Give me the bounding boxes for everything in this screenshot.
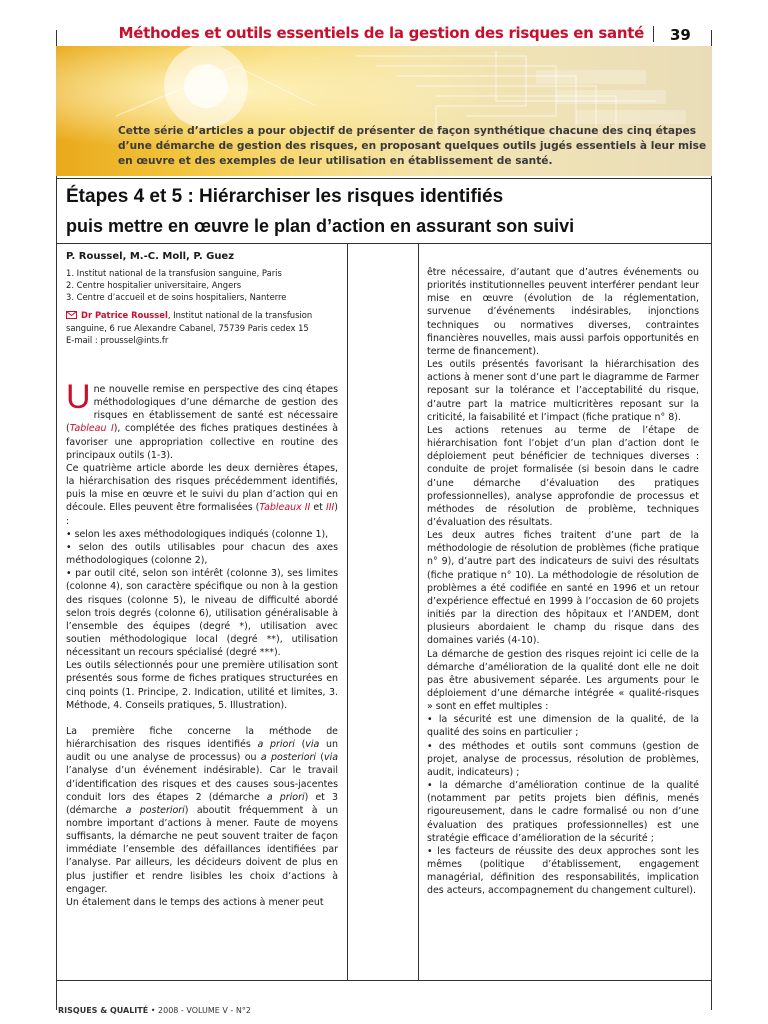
body-column-left: [66, 378, 339, 909]
text-run: Ce quatrième article aborde les deux dernières étapes, la hiérarchisation des risques précédemment identifiés, puis la mise en œuvre et le suivi du plan d’action qui en découle. Elles peuvent être formalisées (: [66, 462, 338, 514]
bullet-item: • la démarche d’amélioration continue de la qualité (notamment par petits projets bien définis, menés rigoureusement, dans le cadre formalisé ou non d’une évaluation des pratiques professionnelles) est une stratégie efficace d’amélioration de la sécurité ;: [427, 780, 699, 844]
paragraph: Les outils présentés favorisant la hiérarchisation des actions à mener sont d’une part le diagramme de Farmer reposant sur la tolérance et l’acceptabilité du risque, d’autre part la matrice multicritères reposant sur la criticité, la faisabilité et l’impact (fiche pratique n° 8).: [427, 359, 699, 423]
header-separator: [653, 26, 654, 42]
footer-rule: [56, 980, 712, 981]
article-title: Étapes 4 et 5 : Hiérarchiser les risques identifiés: [66, 186, 504, 207]
text-run: ne nouvelle remise en perspective des cinq étapes méthodologiques d’une démarche de gestion des risques en établissement de santé est nécessaire (: [66, 384, 338, 435]
article-subtitle: puis mettre en œuvre le plan d’action en assurant son suivi: [66, 216, 575, 236]
correspondence-block: [66, 309, 348, 346]
paragraph-gap: [66, 712, 338, 725]
text-run: et: [310, 502, 326, 514]
text-run: l’analyse d’un événement indésirable). Car le travail d’identification des risques et des causes sous-jacentes conduit lors des étapes 2 (démarche: [66, 765, 338, 803]
text-run: ), complétée des fiches pratiques destinées à favoriser une appropriation collective en routine des principaux outils (1-3).: [66, 423, 338, 461]
column-rule-2: [418, 243, 419, 980]
series-introduction: Cette série d’articles a pour objectif de présenter de façon synthétique chacune des cinq étapes d’une démarche de gestion des risques, en proposant quelques outils jugés essentiels à leur mise en œuvre et des exemples de leur utilisation en établissement de santé.: [118, 125, 707, 167]
text-run: (: [315, 752, 324, 764]
correspondence-email: E-mail : proussel@ints.fr: [66, 335, 169, 345]
body-column-right: [427, 266, 699, 898]
text-run: La première fiche concerne la méthode de hiérarchisation des risques identifiés: [66, 725, 338, 751]
journal-name: RISQUES & QUALITÉ: [58, 1006, 149, 1015]
bullet-item: • les facteurs de réussite des deux approches sont les mêmes (politique d’établissement, engagement managérial, définition des responsabilités, implication des acteurs, accompagnement du changement culturel).: [427, 845, 699, 897]
paragraph: être nécessaire, d’autant que d’autres événements ou priorités institutionnelles peuvent interférer pendant leur mise en œuvre (évolution de la réglementation, survenue d’événements indésirables, injonctions techniques ou normatives diverses, contraintes financières nouvelles, mais aussi parfois opportunités en terme de financement).: [427, 267, 699, 357]
table-reference[interactable]: III: [325, 502, 335, 514]
paragraph: [66, 378, 338, 462]
drop-cap: U: [66, 378, 91, 416]
column-rule-1: [347, 243, 348, 980]
running-header-title: Méthodes et outils essentiels de la gestion des risques en santé: [118, 24, 644, 42]
page-number: 39: [670, 26, 691, 44]
paragraph: [66, 462, 338, 528]
page-footer: [58, 1006, 251, 1015]
table-reference[interactable]: Tableaux II: [259, 502, 311, 514]
correspondence-address: , Institut national de la transfusion sanguine, 6 rue Alexandre Cabanel, 75739 Paris cedex 15: [66, 310, 313, 333]
text-run: un audit ou une analyse de processus) ou: [66, 739, 338, 764]
header-banner: [56, 46, 712, 176]
bullet-item: • par outil cité, selon son intérêt (colonne 3), ses limites (colonne 4), son caractère spécifique ou non à la gestion des risques (colonne 5), le niveau de difficulté abordé selon trois degrés (colonne 6), utilisation généralisable à l’ensemble des équipes (degré *), utilisation avec soutien méthodologique local (degré **), utilisation nécessitant un recours spécialisé (degré ***).: [66, 568, 338, 659]
affiliation-item: 1. Institut national de la transfusion sanguine, Paris: [66, 268, 282, 278]
text-run: a priori: [266, 791, 305, 803]
frame-left-rule: [56, 30, 57, 1010]
title-top-rule: [56, 178, 712, 179]
affiliation-item: 2. Centre hospitalier universitaire, Angers: [66, 280, 242, 290]
title-bottom-rule: [56, 243, 712, 244]
affiliation-item: 3. Centre d’accueil et de soins hospitaliers, Nanterre: [66, 292, 287, 302]
text-run: via: [324, 752, 338, 764]
issue-info: • 2008 - VOLUME V - N°2: [148, 1006, 251, 1015]
text-run: ) aboutit fréquemment à un nombre important d’actions à mener. Faute de moyens suffisants, la démarche ne peut souvent traiter de façon immédiate l’ensemble des défaillances identifiées par l’analyse. Par ailleurs, les décideurs doivent de plus en plus justifier et rendre lisibles les choix d’actions à engager.: [66, 804, 339, 895]
frame-right-rule: [711, 30, 712, 1010]
bullet-item: • selon les axes méthodologiques indiqués (colonne 1),: [66, 528, 329, 540]
paragraph: La démarche de gestion des risques rejoint ici celle de la démarche d’amélioration de la qualité dont elle ne doit pas être abusivement séparée. Les arguments pour le déploiement d’une démarche intégrée « qualité-risques » sont en effet multiples :: [427, 648, 699, 713]
text-run: ) :: [66, 502, 338, 527]
paragraph: Un étalement dans le temps des actions à mener peut: [66, 896, 324, 908]
paragraph: Les outils sélectionnés pour une première utilisation sont présentés sous forme de fiches pratiques structurées en cinq points (1. Principe, 2. Indication, utilité et limites, 3. Méthode, 4. Conseils pratiques, 5. Illustration).: [66, 660, 338, 711]
bullet-item: • la sécurité est une dimension de la qualité, de la qualité des soins en particulier ;: [427, 714, 699, 739]
text-run: ) et 3 (démarche: [66, 791, 338, 816]
text-run: a posteriori: [125, 804, 185, 816]
paragraph: Les deux autres fiches traitent d’une part de la méthodologie de résolution de problèmes (fiche pratique n° 9), d’autre part des indicateurs de suivi des résultats (fiche pratique n° 10). La méthodologie de résolution de problèmes a été codifiée en santé en 1996 et un retour d’expérience effectué en 1999 à l’occasion de 60 projets initiés par la direction des hôpitaux et l’ANDEM, dont plusieurs abordaient le champ du risque dans des domaines variés (4-10).: [427, 530, 699, 647]
paragraph: [66, 725, 338, 896]
bullet-item: • selon des outils utilisables pour chacun des axes méthodologiques (colonne 2),: [66, 541, 338, 567]
text-run: (: [294, 739, 306, 751]
bullet-item: • des méthodes et outils sont communs (gestion de projet, analyse de processus, résolution de problèmes, audit, indicateurs) ;: [427, 740, 699, 778]
author-list: P. Roussel, M.-C. Moll, P. Guez: [66, 251, 235, 262]
table-reference[interactable]: Tableau I: [69, 423, 114, 435]
envelope-icon: [66, 310, 77, 322]
correspondence-name: Dr Patrice Roussel: [81, 310, 168, 320]
affiliation-list: [66, 267, 286, 303]
paragraph: Les actions retenues au terme de l’étape de hiérarchisation font l’objet d’un plan d’action dont le déploiement peut bénéficier de techniques diverses : conduite de projet formalisée (si besoin dans le cadre d’une démarche d’évaluation des pratiques professionnelles), analyse approfondie de processus et méthodes de résolution de problème, techniques d’évaluation des résultats.: [427, 424, 699, 528]
text-run: via: [305, 739, 320, 751]
text-run: a posteriori: [260, 752, 316, 764]
text-run: a priori: [257, 739, 295, 751]
